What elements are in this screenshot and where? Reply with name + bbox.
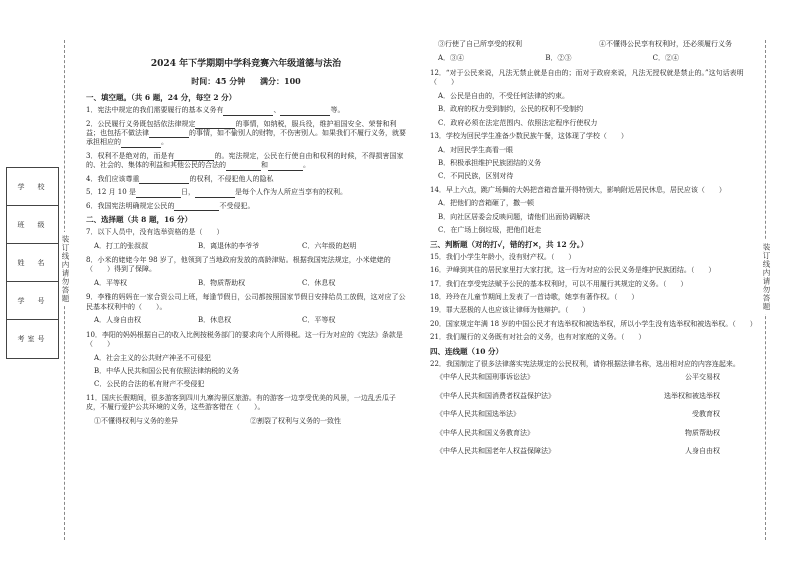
right-item[interactable]: 物质帮助权 (685, 428, 720, 437)
question-10-options (86, 354, 406, 390)
section-choice: 二、选择题（共 8 题，16 分） (86, 215, 192, 224)
question-6: 6．我国宪法明确规定公民的 不受侵犯。 (86, 201, 255, 210)
statement: ③行使了自己所享受的权利 (438, 40, 522, 48)
option[interactable]: C．公民的合法的私有财产不受侵犯 (94, 380, 205, 389)
option[interactable]: C．不同民族，区别对待 (438, 172, 514, 181)
question-19: 19．罪大恶极的人也应该让律师为他辩护。（ ） (430, 306, 590, 315)
match-row (430, 447, 760, 456)
option[interactable]: B．政府的权力受到制约，公民的权利不受制约 (438, 105, 584, 114)
section-judge: 三、判断题（对的打✓，错的打✕，共 12 分。） (430, 239, 589, 249)
statement: ②割裂了权利与义务的一致性 (250, 416, 341, 425)
question-21: 21．我们履行的义务既有对社会的义务，也有对家庭的义务。（ ） (430, 333, 646, 342)
statement: ①不懂得权利与义务的差异 (94, 416, 178, 425)
info-id: 学 号 (7, 282, 58, 320)
option[interactable]: A．打工的张叔叔 (94, 241, 149, 250)
exam-score: 满分：100 (260, 76, 301, 87)
option[interactable]: B．离退休的李爷爷 (198, 241, 260, 250)
blank[interactable] (149, 130, 189, 138)
question-12: 12．“对于公民来说，凡法无禁止就是自由的；而对于政府来说，凡法无授权就是禁止的。”这句话表明（ ） (430, 68, 744, 87)
right-item[interactable]: 人身自由权 (685, 447, 720, 456)
question-20: 20．国家规定年满 18 岁的中国公民才有选举权和被选举权，所以小学生没有选举权和被选举权。（ ） (430, 319, 757, 328)
question-4: 4．我们应该尊重 的权利，不侵犯他人的隐私 (86, 174, 274, 183)
question-3: 3．权利不是绝对的，而是有 的。宪法规定，公民在行使自由和权利的时候，不得损害国家的、社会的、集体的利益和其他公民的合法的 和 。 (86, 151, 404, 170)
option[interactable]: A．人身自由权 (94, 316, 142, 325)
question-9-options (86, 316, 406, 325)
blank[interactable] (121, 140, 161, 148)
exam-title: 2024 年下学期期中学科竞赛六年级道德与法治 (150, 59, 342, 69)
right-item[interactable]: 受教育权 (692, 410, 720, 419)
blank[interactable] (268, 163, 303, 171)
student-info-table (6, 167, 59, 359)
question-11-statements (86, 417, 406, 426)
option[interactable]: B．休息权 (198, 316, 232, 325)
blank[interactable] (226, 163, 261, 171)
blank[interactable] (223, 108, 273, 116)
question-8: 8．小米的姥姥今年 98 岁了，他领到了当地政府发放的高龄津贴。根据我国宪法规定，小米姥姥的（ ）得到了保障。 (86, 256, 391, 274)
question-11-statements-cont (430, 40, 760, 49)
option[interactable]: C．六年级的赵明 (302, 241, 357, 250)
question-17: 17．我们在享受宪法赋予公民的基本权利时，可以不用履行其规定的义务。（ ） (430, 279, 688, 288)
option[interactable]: C．在广场上倒垃圾，把他们赶走 (438, 226, 542, 235)
question-1: 1．宪法中规定的我们需要履行的基本义务有 、 等。 (86, 106, 345, 115)
option[interactable]: A．把他们的音箱砸了，撒一顿 (438, 199, 535, 208)
question-8-options (86, 279, 406, 288)
option[interactable]: A．平等权 (94, 278, 128, 287)
question-14: 14．早上六点，跳广场舞的大妈把音箱音量开得特别大，影响附近居民休息，居民应该（ ） (430, 185, 726, 194)
section-match: 四、连线题（10 分） (430, 346, 504, 356)
law-item[interactable]: 《中华人民共和国义务教育法》 (436, 428, 534, 437)
blank[interactable] (195, 121, 235, 129)
question-12-options (430, 92, 760, 128)
blank[interactable] (195, 190, 235, 198)
right-item[interactable]: 公平交易权 (685, 373, 720, 382)
question-13-options (430, 146, 760, 182)
question-11-options (430, 54, 760, 63)
exam-meta (86, 76, 406, 87)
option[interactable]: B．中华人民共和国公民有依照法律纳税的义务 (94, 366, 240, 375)
question-7-options (86, 242, 406, 251)
question-22: 22．我国制定了很多法律落实宪法规定的公民权利，请你根据法律名称，选出相对应的内容连起来。 (430, 359, 740, 368)
info-school: 学 校 (7, 168, 58, 206)
question-15: 15．我们小学生年龄小，没有财产权。（ ） (430, 252, 576, 261)
blank[interactable] (136, 190, 181, 198)
question-16: 16．尹峰到其住的居民家里打大家打扰，这一行为对应的公民义务是维护民族团结。（ ） (430, 266, 716, 275)
right-column (430, 40, 760, 466)
option[interactable]: A．公民是自由的，不受任何法律的约束。 (438, 91, 570, 100)
binding-note-left: 装订线内请勿答题 (60, 232, 71, 306)
match-row (430, 429, 760, 438)
question-2: 2．公民履行义务既包括依法律规定 的事情，如纳税，服兵役，维护祖国安全、荣誉和利益；也包括不做法律 的事情，如不偷别人的财物，不伤害别人。如果我们不履行义务，就要承担相应的 。 (86, 119, 406, 147)
left-column (86, 28, 406, 431)
question-5: 5．12 月 10 是 日， 是每个人作为人所应当享有的权利。 (86, 188, 347, 197)
question-11: 11．国庆长假期间，很多游客到四川九寨沟景区旅游。有的游客一边享受优美的风景，一边乱丢瓜子皮，不履行爱护公共环境的义务，这些游客错在（ ）。 (86, 393, 396, 412)
law-item[interactable]: 《中华人民共和国老年人权益保障法》 (436, 447, 555, 456)
exam-time: 时间：45 分钟 (191, 76, 246, 87)
option[interactable]: B．积极承担维护民族团结的义务 (438, 158, 542, 167)
option[interactable]: A．社会主义的公共财产神圣不可侵犯 (94, 353, 212, 362)
option[interactable]: C．②④ (652, 54, 680, 63)
law-item[interactable]: 《中华人民共和国选举法》 (436, 410, 520, 419)
blank[interactable] (139, 176, 189, 184)
option[interactable]: B．向社区居委会反映问题，请他们出面协调解决 (438, 212, 591, 221)
match-row (430, 373, 760, 382)
statement: ④不懂得公民享有权利时，还必须履行义务 (599, 40, 732, 48)
option[interactable]: A．对回民学生高看一眼 (438, 145, 514, 154)
section-fill: 一、填空题。（共 6 题，24 分，每空 2 分） (86, 92, 237, 102)
option[interactable]: C．平等权 (302, 316, 336, 325)
law-item[interactable]: 《中华人民共和国消费者权益保护法》 (436, 391, 555, 400)
question-10: 10．李阳的妈妈根据自己的收入比例按税务部门的要求向个人所得税。这一行为对应的《宪法》条款是（ ） (86, 330, 403, 349)
info-room: 考室号 (17, 335, 48, 343)
question-18: 18．玲玲在儿童节期间上发表了一首诗歌，她享有著作权。（ ） (430, 293, 639, 301)
option[interactable]: C．政府必须在法定范围内、依照法定程序行使权力 (438, 118, 598, 127)
question-9: 9．李雅的妈妈在一家合资公司上班，每逢节假日，公司都按照国家节假日安排给员工放假，这对应了公民基本权利中的（ ）。 (86, 293, 406, 311)
blank[interactable] (174, 203, 219, 211)
match-row (430, 410, 760, 419)
question-13: 13．学校为回民学生准备少数民族午餐，这体现了学校（ ） (430, 132, 628, 141)
right-item[interactable]: 选举权和被选举权 (664, 391, 720, 400)
option[interactable]: A．③④ (438, 54, 465, 63)
question-14-options (430, 199, 760, 235)
option[interactable]: B．物质帮助权 (198, 278, 246, 287)
binding-note-right: 装订线内请勿答题 (761, 240, 772, 314)
match-row (430, 392, 760, 401)
option[interactable]: B．②③ (545, 54, 572, 63)
law-item[interactable]: 《中华人民共和国刑事诉讼法》 (436, 373, 534, 382)
question-7: 7．以下人员中，没有选举资格的是（ ） (86, 228, 224, 237)
info-name: 姓 名 (7, 244, 58, 282)
blank[interactable] (280, 108, 330, 116)
option[interactable]: C．休息权 (302, 278, 336, 287)
info-class: 班 级 (7, 206, 58, 244)
